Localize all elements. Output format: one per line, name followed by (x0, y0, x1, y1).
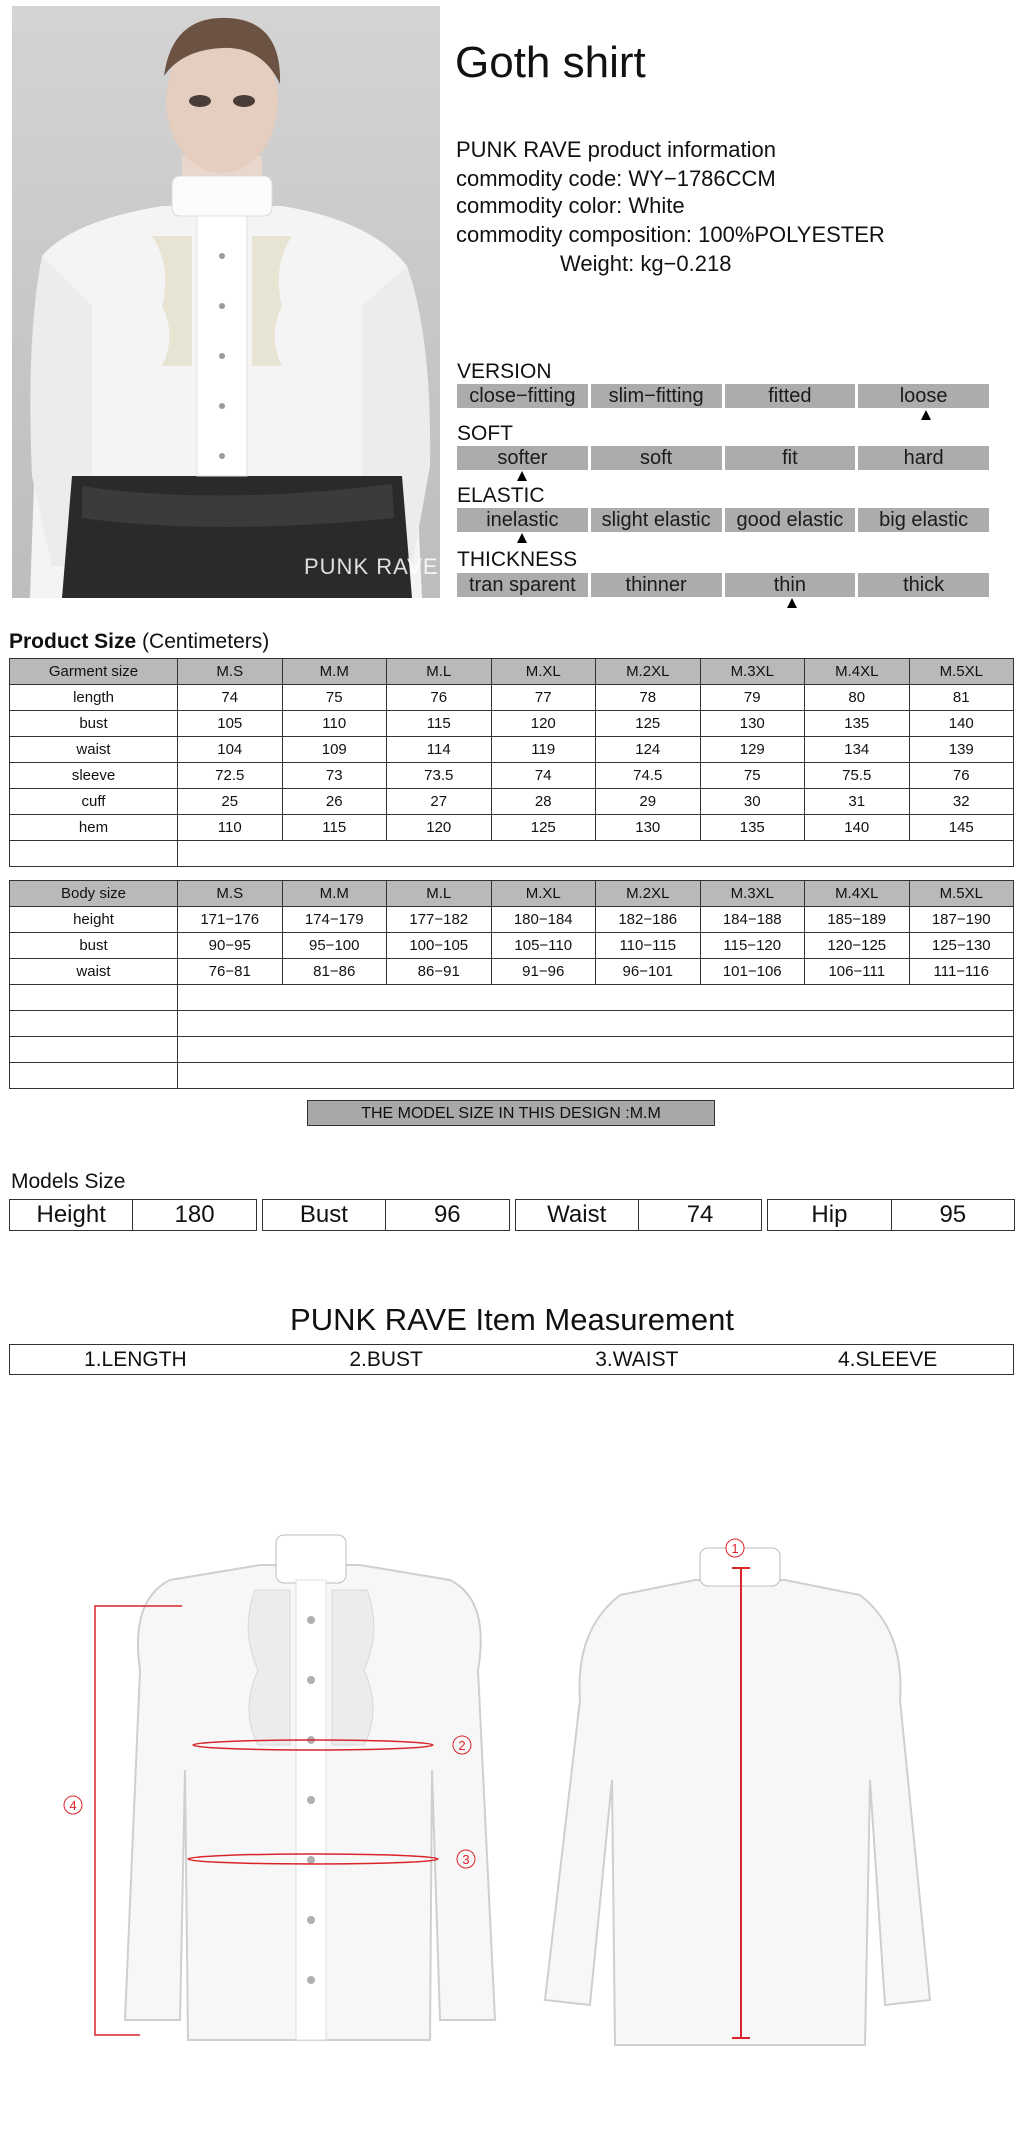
size-header-cell: M.XL (491, 881, 596, 907)
model-waist-label: Waist (516, 1200, 639, 1230)
model-bust (262, 1199, 510, 1231)
size-header-cell: M.4XL (805, 881, 910, 907)
row-label-cell: bust (10, 933, 178, 959)
value-cell: 105−110 (491, 933, 596, 959)
value-cell: 72.5 (178, 763, 283, 789)
value-cell: 185−189 (805, 907, 910, 933)
value-cell: 25 (178, 789, 283, 815)
option-soft: soft (591, 446, 722, 470)
model-waist-value: 74 (686, 1201, 714, 1228)
value-cell: 120 (387, 815, 492, 841)
value-cell: 76 (909, 763, 1014, 789)
option-thick: thick (858, 573, 989, 597)
row-label-cell: height (10, 907, 178, 933)
value-cell: 73.5 (387, 763, 492, 789)
elastic-selected-indicator (517, 533, 527, 543)
value-cell: 120 (491, 711, 596, 737)
row-label-cell: waist (10, 959, 178, 985)
model-bust-label: Bust (263, 1200, 386, 1230)
value-cell: 145 (909, 815, 1014, 841)
value-cell: 30 (700, 789, 805, 815)
attr-soft-label: SOFT (457, 422, 513, 445)
size-header-cell: M.3XL (700, 659, 805, 685)
value-cell: 104 (178, 737, 283, 763)
option-loose: loose (858, 384, 989, 408)
value-cell: 74 (178, 685, 283, 711)
table-row (10, 685, 1014, 711)
soft-selected-indicator (517, 471, 527, 481)
size-header-cell: M.M (282, 659, 387, 685)
commodity-composition-row (456, 222, 885, 248)
value-cell: 80 (805, 685, 910, 711)
weight-label: Weight: (560, 251, 635, 276)
value-cell: 135 (805, 711, 910, 737)
value-cell: 32 (909, 789, 1014, 815)
blank-row (10, 1063, 1014, 1089)
value-cell: 171−176 (178, 907, 283, 933)
value-cell: 140 (805, 815, 910, 841)
value-cell: 29 (596, 789, 701, 815)
value-cell: 134 (805, 737, 910, 763)
value-cell: 75 (700, 763, 805, 789)
size-header-cell: M.4XL (805, 659, 910, 685)
value-cell: 184−188 (700, 907, 805, 933)
blank-value-cell (178, 1063, 1014, 1089)
commodity-code-row (456, 166, 776, 192)
product-size-title (9, 630, 269, 654)
option-thinner: thinner (591, 573, 722, 597)
attr-soft-scale (457, 446, 989, 470)
header-label-cell: Garment size (10, 659, 178, 685)
value-cell: 76−81 (178, 959, 283, 985)
photo-watermark: PUNK RAVE (304, 554, 439, 579)
value-cell: 125 (596, 711, 701, 737)
attr-version-scale (457, 384, 989, 408)
value-cell: 81−86 (282, 959, 387, 985)
product-title: Goth shirt (455, 38, 646, 87)
option-slim-fitting: slim−fitting (591, 384, 722, 408)
body-size-table (9, 880, 1014, 1089)
composition-label: commodity composition: (456, 222, 692, 247)
value-cell: 31 (805, 789, 910, 815)
shirt-front-drawing (125, 1535, 495, 2040)
model-hip-label: Hip (768, 1200, 891, 1230)
value-cell: 96−101 (596, 959, 701, 985)
table-row (10, 763, 1014, 789)
value-cell: 79 (700, 685, 805, 711)
value-cell: 86−91 (387, 959, 492, 985)
value-cell: 129 (700, 737, 805, 763)
blank-row (10, 1037, 1014, 1063)
blank-label-cell (10, 1037, 178, 1063)
model-bust-value: 96 (433, 1201, 461, 1228)
value-cell: 81 (909, 685, 1014, 711)
size-header-cell: M.S (178, 881, 283, 907)
thickness-selected-indicator (787, 598, 797, 608)
commodity-color-row (456, 193, 685, 219)
color-value: White (628, 193, 685, 218)
models-size-bar (9, 1199, 1015, 1231)
value-cell: 109 (282, 737, 387, 763)
value-cell: 114 (387, 737, 492, 763)
size-header-cell: M.L (387, 881, 492, 907)
product-photo (12, 6, 440, 598)
size-header-cell: M.L (387, 659, 492, 685)
option-inelastic: inelastic (457, 508, 588, 532)
value-cell: 74 (491, 763, 596, 789)
measure-bust: 2.BUST (349, 1348, 423, 1371)
code-label: commodity code: (456, 166, 623, 191)
value-cell: 182−186 (596, 907, 701, 933)
value-cell: 110 (282, 711, 387, 737)
value-cell: 95−100 (282, 933, 387, 959)
value-cell: 119 (491, 737, 596, 763)
model-hip-value: 95 (939, 1201, 967, 1228)
row-label-cell: cuff (10, 789, 178, 815)
product-size-unit: (Centimeters) (142, 630, 270, 653)
measurement-diagram (0, 1520, 1024, 2060)
blank-label-cell (10, 1063, 178, 1089)
value-cell: 28 (491, 789, 596, 815)
blank-value-cell (178, 841, 1014, 867)
option-transparent: tran sparent (457, 573, 588, 597)
value-cell: 110 (178, 815, 283, 841)
garment-size-table (9, 658, 1014, 867)
row-label-cell: sleeve (10, 763, 178, 789)
value-cell: 115 (282, 815, 387, 841)
marker-2: 2 (458, 1738, 466, 1753)
models-size-title: Models Size (11, 1170, 126, 1193)
value-cell: 130 (700, 711, 805, 737)
size-header-cell: M.3XL (700, 881, 805, 907)
value-cell: 77 (491, 685, 596, 711)
table-row (10, 789, 1014, 815)
option-thin: thin (725, 573, 856, 597)
option-close-fitting: close−fitting (457, 384, 588, 408)
value-cell: 101−106 (700, 959, 805, 985)
value-cell: 73 (282, 763, 387, 789)
value-cell: 140 (909, 711, 1014, 737)
row-label-cell: hem (10, 815, 178, 841)
value-cell: 78 (596, 685, 701, 711)
table-header-row (10, 881, 1014, 907)
value-cell: 180−184 (491, 907, 596, 933)
product-size-label: Product Size (9, 630, 137, 653)
row-label-cell: length (10, 685, 178, 711)
table-row (10, 933, 1014, 959)
option-good-elastic: good elastic (725, 508, 856, 532)
code-value: WY−1786CCM (628, 166, 776, 191)
attr-version-label: VERSION (457, 360, 552, 383)
blank-label-cell (10, 1011, 178, 1037)
value-cell: 26 (282, 789, 387, 815)
value-cell: 120−125 (805, 933, 910, 959)
table-header-row (10, 659, 1014, 685)
value-cell: 139 (909, 737, 1014, 763)
value-cell: 135 (700, 815, 805, 841)
attr-thickness-label: THICKNESS (457, 548, 578, 571)
model-illustration (12, 6, 440, 598)
blank-value-cell (178, 1037, 1014, 1063)
option-softer: softer (457, 446, 588, 470)
value-cell: 76 (387, 685, 492, 711)
table-row (10, 907, 1014, 933)
composition-value: 100%POLYESTER (698, 222, 885, 247)
value-cell: 90−95 (178, 933, 283, 959)
model-hip (767, 1199, 1015, 1231)
blank-label-cell (10, 985, 178, 1011)
info-heading: PUNK RAVE product information (456, 137, 776, 162)
value-cell: 125 (491, 815, 596, 841)
value-cell: 110−115 (596, 933, 701, 959)
size-header-cell: M.XL (491, 659, 596, 685)
measurement-title: PUNK RAVE Item Measurement (290, 1302, 734, 1337)
option-hard: hard (858, 446, 989, 470)
model-waist (515, 1199, 763, 1231)
option-fit: fit (725, 446, 856, 470)
marker-4: 4 (69, 1798, 77, 1813)
model-height-label: Height (10, 1200, 133, 1230)
size-header-cell: M.5XL (909, 659, 1014, 685)
value-cell: 74.5 (596, 763, 701, 789)
header-label-cell: Body size (10, 881, 178, 907)
value-cell: 75 (282, 685, 387, 711)
attr-elastic-scale (457, 508, 989, 532)
blank-value-cell (178, 985, 1014, 1011)
table-row (10, 959, 1014, 985)
blank-row (10, 985, 1014, 1011)
value-cell: 115 (387, 711, 492, 737)
value-cell: 124 (596, 737, 701, 763)
option-slight-elastic: slight elastic (591, 508, 722, 532)
model-size-note: THE MODEL SIZE IN THIS DESIGN :M.M (307, 1100, 715, 1126)
weight-value: kg−0.218 (640, 251, 732, 276)
value-cell: 130 (596, 815, 701, 841)
version-selected-indicator (921, 410, 931, 420)
blank-value-cell (178, 1011, 1014, 1037)
size-header-cell: M.5XL (909, 881, 1014, 907)
value-cell: 174−179 (282, 907, 387, 933)
size-header-cell: M.2XL (596, 881, 701, 907)
blank-label-cell (10, 841, 178, 867)
size-header-cell: M.2XL (596, 659, 701, 685)
value-cell: 27 (387, 789, 492, 815)
measure-length: 1.LENGTH (84, 1348, 187, 1371)
color-label: commodity color: (456, 193, 623, 218)
attr-thickness-scale (457, 573, 989, 597)
shirt-back-drawing (545, 1548, 930, 2045)
value-cell: 75.5 (805, 763, 910, 789)
table-row (10, 815, 1014, 841)
value-cell: 91−96 (491, 959, 596, 985)
blank-row (10, 841, 1014, 867)
blank-row (10, 1011, 1014, 1037)
model-height (9, 1199, 257, 1231)
size-header-cell: M.S (178, 659, 283, 685)
size-header-cell: M.M (282, 881, 387, 907)
table-row (10, 711, 1014, 737)
attr-elastic-label: ELASTIC (457, 484, 545, 507)
model-height-value: 180 (174, 1201, 215, 1228)
row-label-cell: bust (10, 711, 178, 737)
value-cell: 106−111 (805, 959, 910, 985)
row-label-cell: waist (10, 737, 178, 763)
option-big-elastic: big elastic (858, 508, 989, 532)
value-cell: 125−130 (909, 933, 1014, 959)
marker-3: 3 (462, 1852, 470, 1867)
measurement-legend (9, 1344, 1014, 1375)
marker-1: 1 (731, 1541, 739, 1556)
value-cell: 100−105 (387, 933, 492, 959)
table-row (10, 737, 1014, 763)
weight-row (560, 251, 731, 277)
value-cell: 105 (178, 711, 283, 737)
value-cell: 115−120 (700, 933, 805, 959)
option-fitted: fitted (725, 384, 856, 408)
value-cell: 177−182 (387, 907, 492, 933)
value-cell: 111−116 (909, 959, 1014, 985)
measure-waist: 3.WAIST (595, 1348, 679, 1371)
value-cell: 187−190 (909, 907, 1014, 933)
measure-sleeve: 4.SLEEVE (838, 1348, 938, 1371)
